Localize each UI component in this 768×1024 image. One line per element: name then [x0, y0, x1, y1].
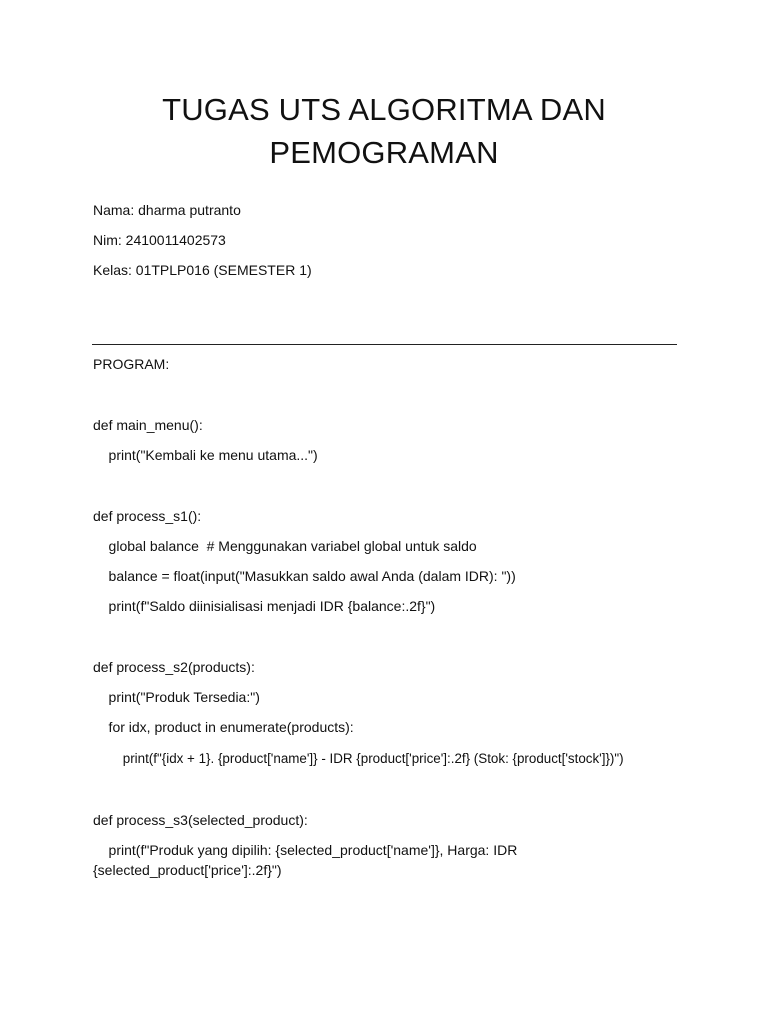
code-line: print(f"Saldo diinisialisasi menjadi IDR {balance:.2f}"): [93, 598, 436, 614]
code-line: def process_s1():: [93, 508, 202, 524]
code-line: print(f"Produk yang dipilih: {selected_product['name']}, Harga: IDR: [93, 842, 518, 858]
horizontal-divider: [92, 344, 677, 345]
student-name: Nama: dharma putranto: [93, 202, 241, 218]
code-line: for idx, product in enumerate(products):: [93, 719, 354, 735]
student-class: Kelas: 01TPLP016 (SEMESTER 1): [93, 262, 312, 278]
code-line: print("Produk Tersedia:"): [93, 689, 260, 705]
code-line: def process_s3(selected_product):: [93, 812, 308, 828]
student-nim: Nim: 2410011402573: [93, 232, 226, 248]
title-line-2: PEMOGRAMAN: [269, 135, 499, 170]
code-line: print(f"{idx + 1}. {product['name']} - IDR {product['price']:.2f} (Stok: {product['stock']})"): [93, 751, 624, 766]
document-title: [0, 88, 768, 174]
code-line: def process_s2(products):: [93, 659, 255, 675]
title-line-1: TUGAS UTS ALGORITMA DAN: [162, 92, 606, 127]
code-line: balance = float(input("Masukkan saldo awal Anda (dalam IDR): ")): [93, 568, 516, 584]
code-line: def main_menu():: [93, 417, 203, 433]
program-label: PROGRAM:: [93, 356, 170, 372]
code-line: global balance # Menggunakan variabel global untuk saldo: [93, 538, 477, 554]
code-line: {selected_product['price']:.2f}"): [93, 862, 282, 878]
code-line: print("Kembali ke menu utama..."): [93, 447, 318, 463]
